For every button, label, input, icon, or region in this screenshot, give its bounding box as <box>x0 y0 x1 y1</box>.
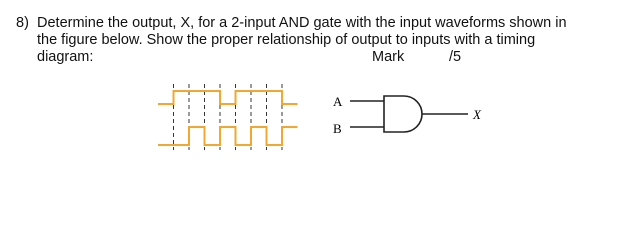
input-b-label: B <box>333 121 342 136</box>
and-gate-body <box>384 96 422 132</box>
waveform-b <box>158 127 298 145</box>
question-text-line-2: the figure below. Show the proper relationship of output to inputs with a timing <box>37 32 536 48</box>
input-a-label: A <box>333 94 343 109</box>
question-text-line-3: diagram: <box>37 49 94 65</box>
output-x-label: X <box>473 107 481 122</box>
waveform-a <box>158 91 298 104</box>
question-text-line-1: Determine the output, X, for a 2-input AND gate with the input waveforms shown in <box>37 15 567 31</box>
question-number: 8) <box>16 15 29 31</box>
mark-value: /5 <box>449 49 462 65</box>
waveform-diagram <box>158 84 298 150</box>
and-gate-symbol <box>350 96 468 132</box>
mark-label: Mark <box>372 49 405 65</box>
